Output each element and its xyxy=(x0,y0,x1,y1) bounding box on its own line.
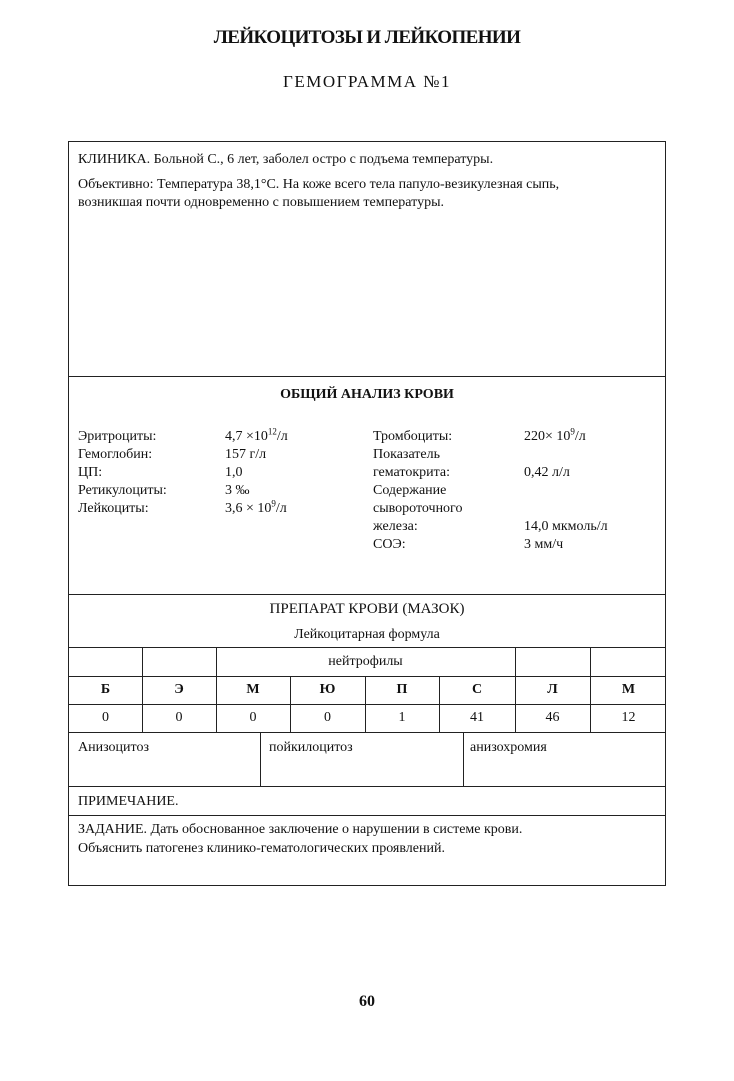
page-title: ЛЕЙКОЦИТОЗЫ И ЛЕЙКОПЕНИИ xyxy=(213,27,521,48)
iron-label-2: сывороточного xyxy=(373,501,463,516)
anisocytosis-label: Анизоцитоз xyxy=(78,740,149,755)
table-header-cell: Э xyxy=(174,682,184,697)
page-subtitle: ГЕМОГРАММА №1 xyxy=(283,72,451,91)
rbc-value: $4,7 \times 10^{12}/л$ xyxy=(225,426,288,444)
table-value-cell: 12 xyxy=(621,710,636,725)
table-value-cell: 1 xyxy=(398,710,406,725)
morph-col-line xyxy=(260,732,261,786)
table-header-cell: М xyxy=(621,682,636,697)
note-label: ПРИМЕЧАНИЕ. xyxy=(78,794,179,809)
task-line-1: ЗАДАНИЕ. Дать обоснованное заключение о нарушении в системе крови. xyxy=(78,822,523,837)
divider-task xyxy=(69,815,665,816)
table-header-cell: П xyxy=(396,682,408,697)
platelets-value: $220\times 10^9/л$ xyxy=(524,426,586,444)
divider-smear xyxy=(69,594,665,595)
reticulocytes-label: Ретикулоциты: xyxy=(78,483,167,498)
color-index-value: 1,0 xyxy=(225,465,243,480)
hematocrit-label-1: Показатель xyxy=(373,447,440,462)
esr-value: 3 мм/ч xyxy=(524,537,564,552)
poikilocytosis-label: пойкилоцитоз xyxy=(269,740,353,755)
rbc-label: Эритроциты: xyxy=(78,429,157,444)
neutrophils-header: нейтрофилы xyxy=(328,654,403,669)
table-value-cell: 0 xyxy=(175,710,183,725)
table-header-cell: Ю xyxy=(319,682,336,697)
esr-label: СОЭ: xyxy=(373,537,406,552)
leukocytes-label: Лейкоциты: xyxy=(78,501,149,516)
iron-value: 14,0 мкмоль/л xyxy=(524,519,608,534)
divider-note xyxy=(69,786,665,787)
hemoglobin-value: 157 г/л xyxy=(225,447,267,462)
clinic-line-2: Объективно: Температура 38,1°С. На коже всего тела папуло-везикулезная сыпь, xyxy=(78,177,560,192)
table-header-cell: Л xyxy=(547,682,558,697)
table-value-cell: 41 xyxy=(470,710,484,725)
table-value-cell: 0 xyxy=(324,710,331,725)
iron-label-1: Содержание xyxy=(373,483,447,498)
hemogram-form xyxy=(68,141,666,886)
table-value-cell: 0 xyxy=(102,710,109,725)
hematocrit-label-2: гематокрита: xyxy=(373,465,451,480)
table-value-cell: 0 xyxy=(249,710,257,725)
iron-label-3: железа: xyxy=(373,519,418,534)
task-line-2: Объяснить патогенез клинико-гематологических проявлений. xyxy=(78,841,445,856)
page-number: 60 xyxy=(359,993,375,1010)
table-bottom-line xyxy=(69,732,665,733)
hematocrit-value: 0,42 л/л xyxy=(524,465,570,480)
table-value-cell: 46 xyxy=(545,710,560,725)
anisochromia-label: анизохромия xyxy=(470,740,547,755)
formula-heading: Лейкоцитарная формула xyxy=(294,627,440,642)
smear-heading: ПРЕПАРАТ КРОВИ (МАЗОК) xyxy=(269,601,465,617)
table-header-cell: Б xyxy=(100,682,111,697)
analysis-heading: ОБЩИЙ АНАЛИЗ КРОВИ xyxy=(280,387,454,402)
table-header-cell: С xyxy=(471,682,483,697)
leukocytes-value: $3,6 \times 10^9/л$ xyxy=(225,498,287,516)
table-header-cell: М xyxy=(246,682,260,697)
divider-analysis xyxy=(69,376,665,377)
reticulocytes-value: 3 ‰ xyxy=(225,483,250,498)
hemoglobin-label: Гемоглобин: xyxy=(78,447,153,462)
clinic-line-3: возникшая почти одновременно с повышением температуры. xyxy=(78,195,445,210)
color-index-label: ЦП: xyxy=(78,465,103,480)
platelets-label: Тромбоциты: xyxy=(373,429,453,444)
morph-col-line xyxy=(463,732,464,786)
clinic-line-1: КЛИНИКА. Больной С., 6 лет, заболел остро с подъема температуры. xyxy=(78,152,494,167)
